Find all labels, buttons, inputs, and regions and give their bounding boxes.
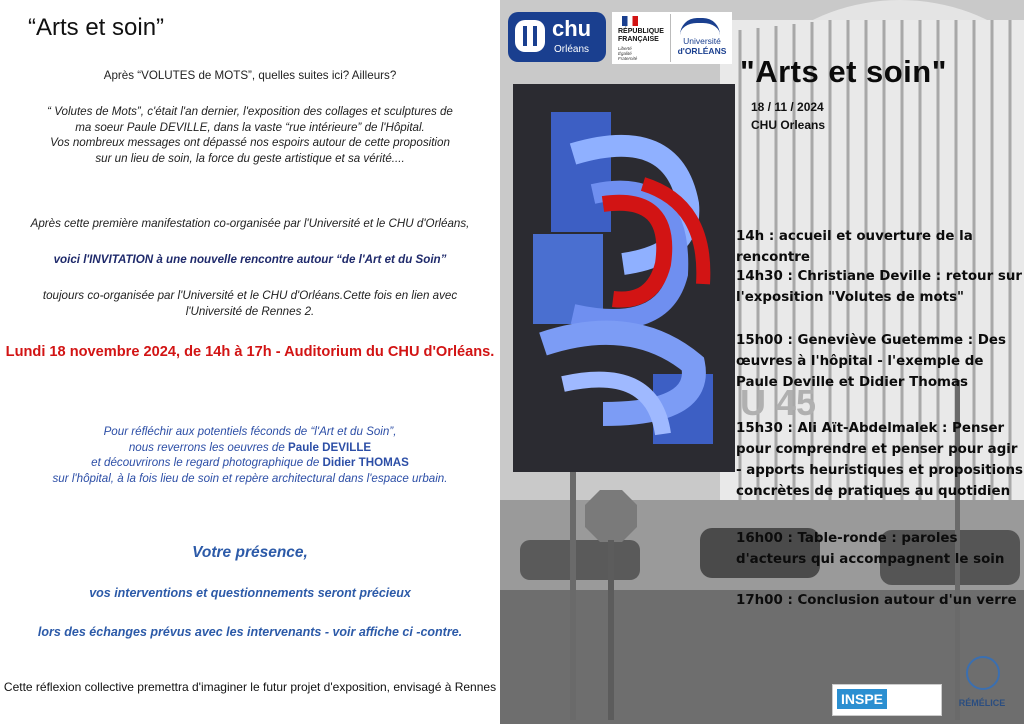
para1-line: sur un lieu de soin, la force du geste artistique et sa vérité....	[95, 151, 405, 165]
left-title: “Arts et soin”	[28, 14, 165, 41]
remelice-logo: RÉMÉLICE	[950, 656, 1014, 716]
inspe-logo: INSPE	[832, 684, 942, 716]
para1-line: “ Volutes de Mots”, c'était l'an dernier, l'exposition des collages et sculptures de	[47, 105, 453, 118]
poster-title: "Arts et soin"	[740, 54, 947, 89]
photographer-name: Didier THOMAS	[322, 456, 409, 469]
left-panel	[0, 0, 500, 724]
univ-logo-text: Université d'ORLÉANS	[677, 36, 727, 56]
para4-line: Pour réfléchir aux potentiels féconds de “l'Art et du Soin”,	[103, 425, 397, 438]
rf-flag-icon	[622, 16, 638, 26]
co-organized-paragraph	[0, 288, 500, 319]
para1-line: ma soeur Paule DEVILLE, dans la vaste “rue intérieure” de l'Hôpital.	[75, 120, 425, 134]
invitation-line: voici l'INVITATION à une nouvelle rencontre autour “de l'Art et du Soin”	[53, 253, 447, 266]
program-item: 14h30 : Christiane Deville : retour sur l'exposition "Volutes de mots"	[736, 269, 1022, 305]
chu-logo-text: chu	[552, 16, 592, 41]
poster-place: CHU Orleans	[751, 118, 826, 132]
univ-swoosh-icon	[680, 18, 720, 35]
chu-logo	[508, 12, 606, 62]
event-date-line: Lundi 18 novembre 2024, de 14h à 17h - Auditorium du CHU d'Orléans.	[5, 344, 495, 360]
chu-logo-sub: Orléans	[554, 44, 590, 55]
program-item: 17h00 : Conclusion autour d'un verre	[736, 593, 1017, 608]
first-event-line: Après cette première manifestation co-organisée par l'Université et le CHU d'Orléans,	[30, 217, 470, 230]
poster-date: 18 / 11 / 2024	[751, 100, 824, 114]
artist-name: Paule DEVILLE	[288, 440, 372, 454]
para3-line: toujours co-organisée par l'Université et le CHU d'Orléans.Cette fois en lien avec	[42, 289, 458, 302]
interventions-line: vos interventions et questionnements seront précieux	[89, 586, 411, 600]
para4-line: et découvrirons le regard photographique de Didier THOMAS	[91, 456, 409, 469]
para4-line: sur l'hôpital, à la fois lieu de soin et repère architectural dans l'espace urbain.	[52, 471, 448, 485]
para4-line: nous reverrons les oeuvres de Paule DEVILLE	[128, 440, 372, 454]
artwork-image	[513, 84, 735, 472]
program-item: 16h00 : Table-ronde : paroles d'acteurs qui accompagnent le soin	[736, 531, 1005, 567]
program-item: 14h : accueil et ouverture de la rencontre	[736, 229, 973, 265]
program-item: 15h30 : Ali Aït-Abdelmalek : Penser pour comprendre et penser pour agir - apports heuristiques et propositions concrètes de pratiques au quotidien	[736, 421, 1023, 499]
program-item: 15h00 : Geneviève Guetemme : Des œuvres à l'hôpital - l'exemple de Paule Deville et Didier Thomas	[736, 333, 1006, 390]
para1-line: Vos nombreux messages ont dépassé nos espoirs autour de cette proposition	[50, 136, 450, 149]
para3-line: l'Université de Rennes 2.	[185, 304, 315, 318]
volutes-paragraph	[0, 104, 500, 166]
reflection-paragraph	[0, 424, 500, 486]
rf-logo-text: RÉPUBLIQUE FRANÇAISE	[618, 28, 664, 43]
exchanges-line: lors des échanges prévus avec les intervenants - voir affiche ci -contre.	[37, 625, 463, 639]
partner-logos	[612, 12, 732, 64]
intro-line: Après “VOLUTES de MOTS”, quelles suites ici? Ailleurs?	[103, 69, 397, 82]
globe-icon	[966, 656, 1000, 690]
rf-motto: Liberté Égalité Fraternité	[618, 46, 638, 61]
chu-logo-mark	[515, 20, 545, 52]
building-sign: U 45	[740, 382, 817, 423]
closing-line: Cette réflexion collective premettra d'imaginer le futur projet d'exposition, envisagé à Rennes	[3, 680, 497, 694]
presence-line: Votre présence,	[192, 544, 308, 561]
